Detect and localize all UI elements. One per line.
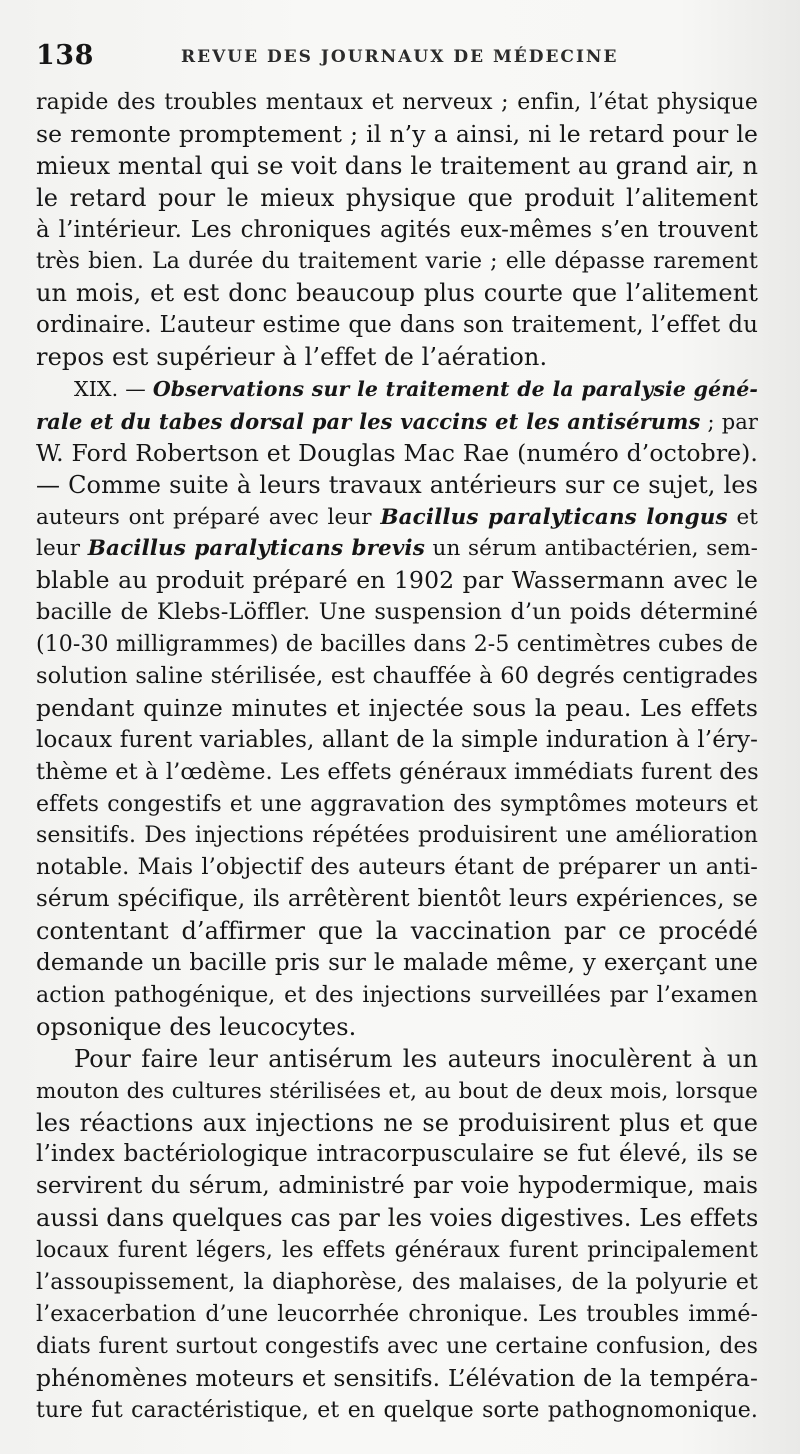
page-number: 138: [36, 40, 94, 71]
text-segment: notable. Mais l’objectif des auteurs étant de préparer un anti-: [36, 854, 758, 881]
italic-text: Bacillus paralyticans longus: [380, 504, 728, 530]
text-line: [36, 502, 758, 534]
text-segment: l’exacerbation d’une leucorrhée chronique. Les troubles immé-: [36, 1301, 758, 1327]
text-line: [36, 374, 758, 406]
page-header: [36, 38, 766, 78]
running-head: REVUE DES JOURNAUX DE MÉDECINE: [181, 47, 619, 67]
text-line: [36, 1139, 758, 1171]
text-segment: l’assoupissement, la diaphorèse, des malaises, de la polyurie et: [36, 1269, 758, 1295]
text-segment: W. Ford Robertson et Douglas Mac Rae (numéro d’octobre).: [36, 438, 758, 467]
text-line: [36, 1171, 758, 1203]
text-segment: Pour faire leur antisérum les auteurs inoculèrent à un: [74, 1044, 758, 1073]
text-line: [36, 1012, 758, 1044]
text-line: [36, 980, 758, 1012]
text-line: [36, 342, 758, 374]
text-line: [36, 725, 758, 757]
text-line: [36, 215, 758, 247]
text-line: [36, 916, 758, 948]
italic-text: Bacillus paralyticans brevis: [87, 536, 425, 562]
text-line: [36, 948, 758, 980]
italic-text: Observations sur le traitement de la paralysie géné-: [152, 377, 758, 402]
text-segment: l’index bactériologique intracorpusculaire se fut élevé, ils se: [36, 1141, 758, 1168]
text-segment: (10-30 milligrammes) de bacilles dans 2-5 centimètres cubes de: [36, 632, 758, 658]
text-segment: action pathogénique, et des injections surveillées par l’examen: [36, 982, 758, 1008]
text-segment: le retard pour le mieux physique que produit l’alitement: [36, 183, 758, 212]
text-line: [36, 183, 758, 215]
text-segment: thème et à l’œdème. Les effets généraux immédiats furent des: [36, 758, 759, 785]
text-line: [36, 1108, 758, 1140]
text-line: [36, 820, 758, 852]
text-line: [36, 119, 758, 151]
text-segment: un mois, et est donc beaucoup plus courte que l’alitement: [36, 279, 758, 308]
text-segment: XIX. —: [74, 377, 153, 402]
text-line: [36, 852, 758, 884]
text-segment: très bien. La durée du traitement varie ; elle dépasse rarement: [36, 249, 758, 275]
text-segment: locaux furent légers, les effets généraux furent principalement: [36, 1238, 758, 1264]
text-segment: contentant d’affirmer que la vaccination par ce procédé: [36, 917, 758, 946]
text-line: [36, 565, 758, 597]
text-segment: blable au produit préparé en 1902 par Wassermann avec le: [36, 566, 758, 595]
body-text: [36, 87, 758, 1426]
text-line: [36, 1267, 758, 1299]
text-line: [36, 597, 758, 629]
text-line: [36, 246, 758, 278]
text-line: [36, 278, 758, 310]
text-segment: aussi dans quelques cas par les voies digestives. Les effets: [36, 1204, 759, 1233]
text-line: [36, 533, 758, 565]
text-segment: se remonte promptement ; il n’y a ainsi, ni le retard pour le: [36, 119, 758, 148]
text-line: [36, 789, 758, 821]
text-segment: pendant quinze minutes et injectée sous la peau. Les effets: [36, 693, 758, 722]
text-segment: à l’intérieur. Les chroniques agités eux-mêmes s’en trouvent: [36, 216, 758, 243]
text-segment: demande un bacille pris sur le malade même, y exerçant une: [36, 950, 758, 977]
text-line: [36, 884, 758, 916]
text-line: [36, 1203, 758, 1235]
text-segment: leur: [36, 536, 88, 562]
text-segment: solution saline stérilisée, est chauffée à 60 degrés centigrades: [36, 663, 758, 690]
text-line: [36, 1331, 758, 1363]
text-segment: — Comme suite à leurs travaux antérieurs sur ce sujet, les: [36, 470, 758, 499]
text-segment: repos est supérieur à l’effet de l’aération.: [36, 343, 548, 372]
text-line: [36, 1363, 758, 1395]
text-line: [36, 661, 758, 693]
text-segment: opsonique des leucocytes.: [36, 1012, 357, 1041]
text-segment: rapide des troubles mentaux et nerveux ; enfin, l’état physique: [36, 90, 758, 115]
text-segment: phénomènes moteurs et sensitifs. L’élévation de la tempéra-: [36, 1363, 758, 1392]
text-segment: un sérum antibactérien, sem-: [424, 536, 759, 562]
text-segment: ; par: [700, 409, 759, 434]
text-line: [36, 406, 758, 438]
text-segment: diats furent surtout congestifs avec une certaine confusion, des: [36, 1333, 758, 1359]
text-line: [36, 87, 758, 119]
text-line: [36, 629, 758, 661]
text-segment: bacille de Klebs-Löffler. Une suspension d’un poids déterminé: [36, 599, 758, 626]
text-line: [36, 1235, 758, 1267]
text-line: [36, 151, 758, 183]
text-segment: servirent du sérum, administré par voie hypodermique, mais: [36, 1173, 758, 1200]
text-line: [36, 1076, 758, 1108]
text-line: [36, 693, 758, 725]
text-line: [36, 438, 758, 470]
text-segment: sérum spécifique, ils arrêtèrent bientôt leurs expériences, se: [36, 886, 758, 913]
text-segment: sensitifs. Des injections répétées produisirent une amélioration: [36, 823, 758, 849]
text-line: [36, 757, 758, 789]
text-segment: ture fut caractéristique, et en quelque sorte pathognomonique.: [36, 1397, 758, 1423]
text-segment: mieux mental qui se voit dans le traitement au grand air, n: [36, 151, 758, 180]
text-segment: mouton des cultures stérilisées et, au bout de deux mois, lorsque: [36, 1078, 758, 1104]
text-segment: les réactions aux injections ne se produisirent plus et que: [36, 1108, 758, 1137]
text-line: [36, 1395, 758, 1427]
text-segment: auteurs ont préparé avec leur: [36, 504, 381, 530]
text-line: [36, 1044, 758, 1076]
text-line: [36, 310, 758, 342]
text-segment: ordinaire. L’auteur estime que dans son traitement, l’effet du: [36, 312, 758, 339]
text-line: [36, 1299, 758, 1331]
italic-text: rale et du tabes dorsal par les vaccins et les antisérums: [36, 408, 701, 434]
text-segment: locaux furent variables, allant de la simple induration à l’éry-: [36, 726, 758, 753]
text-segment: effets congestifs et une aggravation des symptômes moteurs et: [36, 791, 758, 817]
text-line: [36, 470, 758, 502]
text-segment: et: [727, 504, 759, 530]
